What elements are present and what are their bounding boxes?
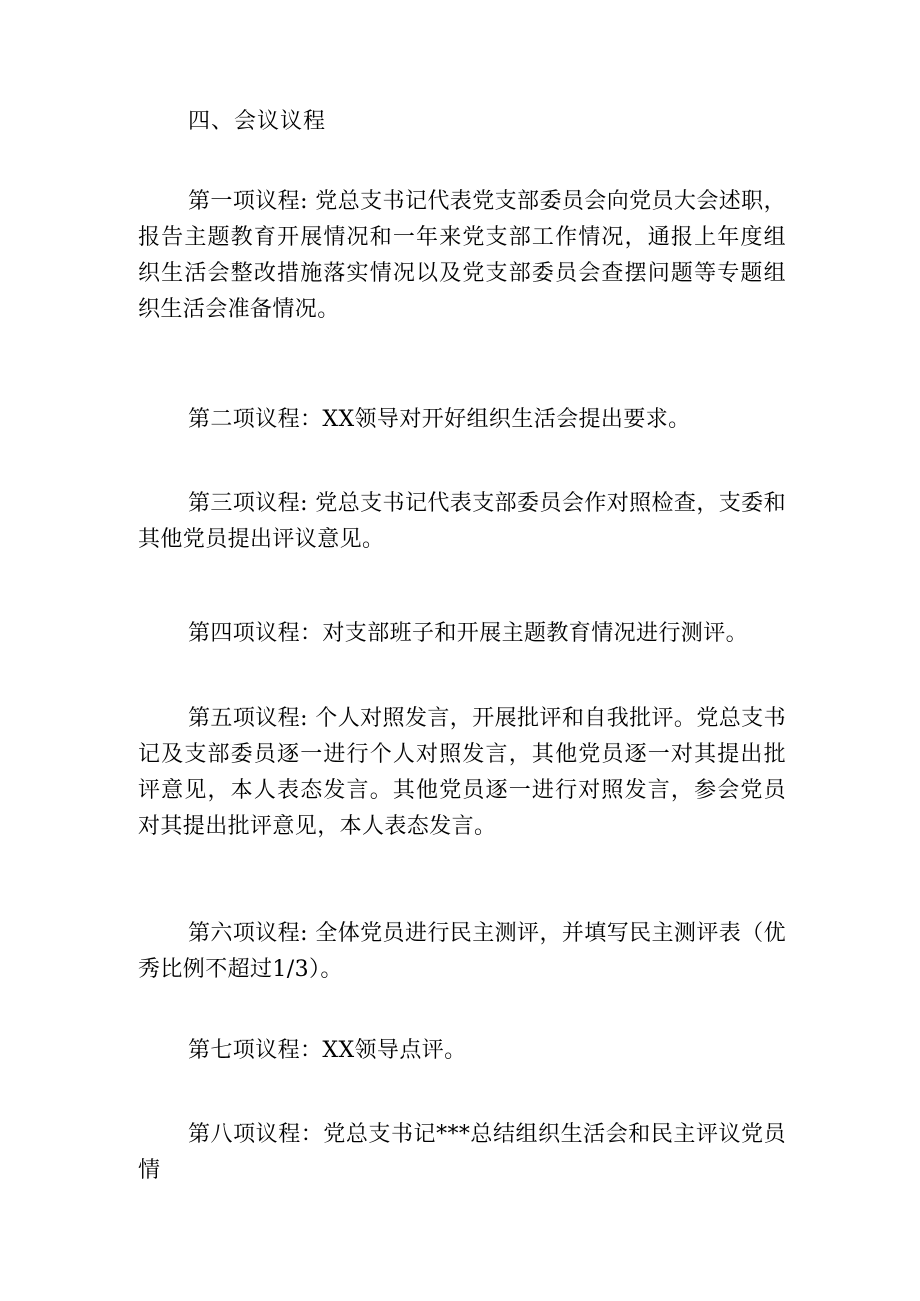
agenda-item-7: 第七项议程：XX领导点评。 xyxy=(188,1038,467,1063)
agenda-item-1: 第一项议程: 党总支书记代表党支部委员会向党员大会述职，报告主题教育开展情况和一年来党支部工作情况，通报上年度组织生活会整改措施落实情况以及党支部委员会查摆问题等专题组织生活会准备情况。 xyxy=(138,189,786,322)
agenda-item-8: 第八项议程：党总支书记***总结组织生活会和民主评议党员情 xyxy=(138,1122,786,1183)
agenda-item-4: 第四项议程：对支部班子和开展主题教育情况进行测评。 xyxy=(188,621,749,646)
agenda-item-5: 第五项议程: 个人对照发言，开展批评和自我批评。党总支书记及支部委员逐一进行个人对照发言，其他党员逐一对其提出批评意见，本人表态发言。其他党员逐一进行对照发言，参会党员对其提出批评意见，本人表态发言。 xyxy=(138,706,786,839)
section-heading: 四、会议议程 xyxy=(188,109,327,134)
agenda-item-3: 第三项议程: 党总支书记代表支部委员会作对照检查，支委和其他党员提出评议意见。 xyxy=(138,491,786,552)
agenda-item-2: 第二项议程：XX领导对开好组织生活会提出要求。 xyxy=(188,407,691,432)
agenda-item-6: 第六项议程: 全体党员进行民主测评，并填写民主测评表（优秀比例不超过1/3）。 xyxy=(138,921,786,982)
